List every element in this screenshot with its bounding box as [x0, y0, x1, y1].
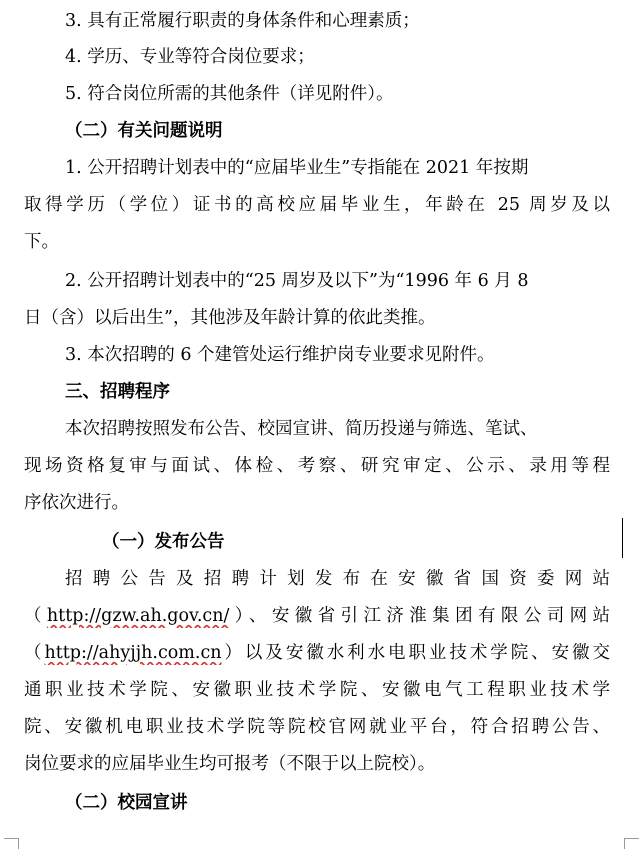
- section-heading-issues: （二）有关问题说明: [65, 121, 223, 141]
- paragraph-announcement-line-6: 岗位要求的应届毕业生均可报考（不限于以上院校）。: [24, 754, 436, 774]
- link-suffix-text: ）、安徽省引江济淮集团有限公司网站: [229, 606, 610, 626]
- page-corner-mark-right: [624, 838, 639, 849]
- paragraph-announcement-line-4: 通职业技术学院、安徽职业技术学院、安徽电气工程职业技术学: [24, 680, 610, 700]
- paren-open: （: [24, 606, 47, 626]
- paragraph-age-def-line-1: 2. 公开招聘计划表中的“25 周岁及以下”为“1996 年 6 月 8: [65, 271, 529, 291]
- ahyjjh-website-link[interactable]: http://ahyjjh.com.cn: [44, 643, 222, 663]
- paragraph-graduate-def-line-2: 取得学历（学位）证书的高校应届毕业生，年龄在 25 周岁及以: [24, 195, 610, 215]
- paragraph-procedure-line-1: 本次招聘按照发布公告、校园宣讲、简历投递与筛选、笔试、: [65, 419, 538, 439]
- paragraph-graduate-def-line-1: 1. 公开招聘计划表中的“应届毕业生”专指能在 2021 年按期: [65, 158, 529, 178]
- subsection-heading-announcement: （一）发布公告: [102, 532, 225, 552]
- requirement-item-3: 3. 具有正常履行职责的身体条件和心理素质；: [65, 11, 420, 31]
- page-corner-mark-left: [4, 838, 19, 849]
- paragraph-age-def-line-2: 日（含）以后出生”，其他涉及年龄计算的依此类推。: [24, 308, 436, 328]
- subsection-heading-campus-talk: （二）校园宣讲: [65, 793, 188, 813]
- requirement-item-4: 4. 学历、专业等符合岗位要求；: [65, 47, 315, 67]
- paragraph-announcement-line-2: [24, 604, 610, 628]
- paragraph-major-requirements: 3. 本次招聘的 6 个建管处运行维护岗专业要求见附件。: [65, 345, 495, 365]
- paragraph-announcement-line-3: [24, 641, 610, 665]
- paragraph-graduate-def-line-3: 下。: [24, 232, 59, 252]
- link-suffix-text: ）以及安徽水利水电职业技术学院、安徽交: [221, 643, 610, 663]
- paren-open: （: [24, 643, 45, 663]
- paragraph-procedure-line-2: 现场资格复审与面试、体检、考察、研究审定、公示、录用等程: [24, 456, 610, 476]
- paragraph-announcement-line-1: 招聘公告及招聘计划发布在安徽省国资委网站: [65, 569, 610, 589]
- paragraph-announcement-line-5: 院、安徽机电职业技术学院等院校官网就业平台，符合招聘公告、: [24, 717, 610, 737]
- section-heading-procedure: 三、招聘程序: [65, 382, 170, 402]
- paragraph-procedure-line-3: 序依次进行。: [24, 493, 129, 513]
- text-cursor: [622, 518, 623, 558]
- requirement-item-5: 5. 符合岗位所需的其他条件（详见附件）。: [65, 84, 394, 104]
- gzw-website-link[interactable]: http://gzw.ah.gov.cn/: [46, 606, 230, 626]
